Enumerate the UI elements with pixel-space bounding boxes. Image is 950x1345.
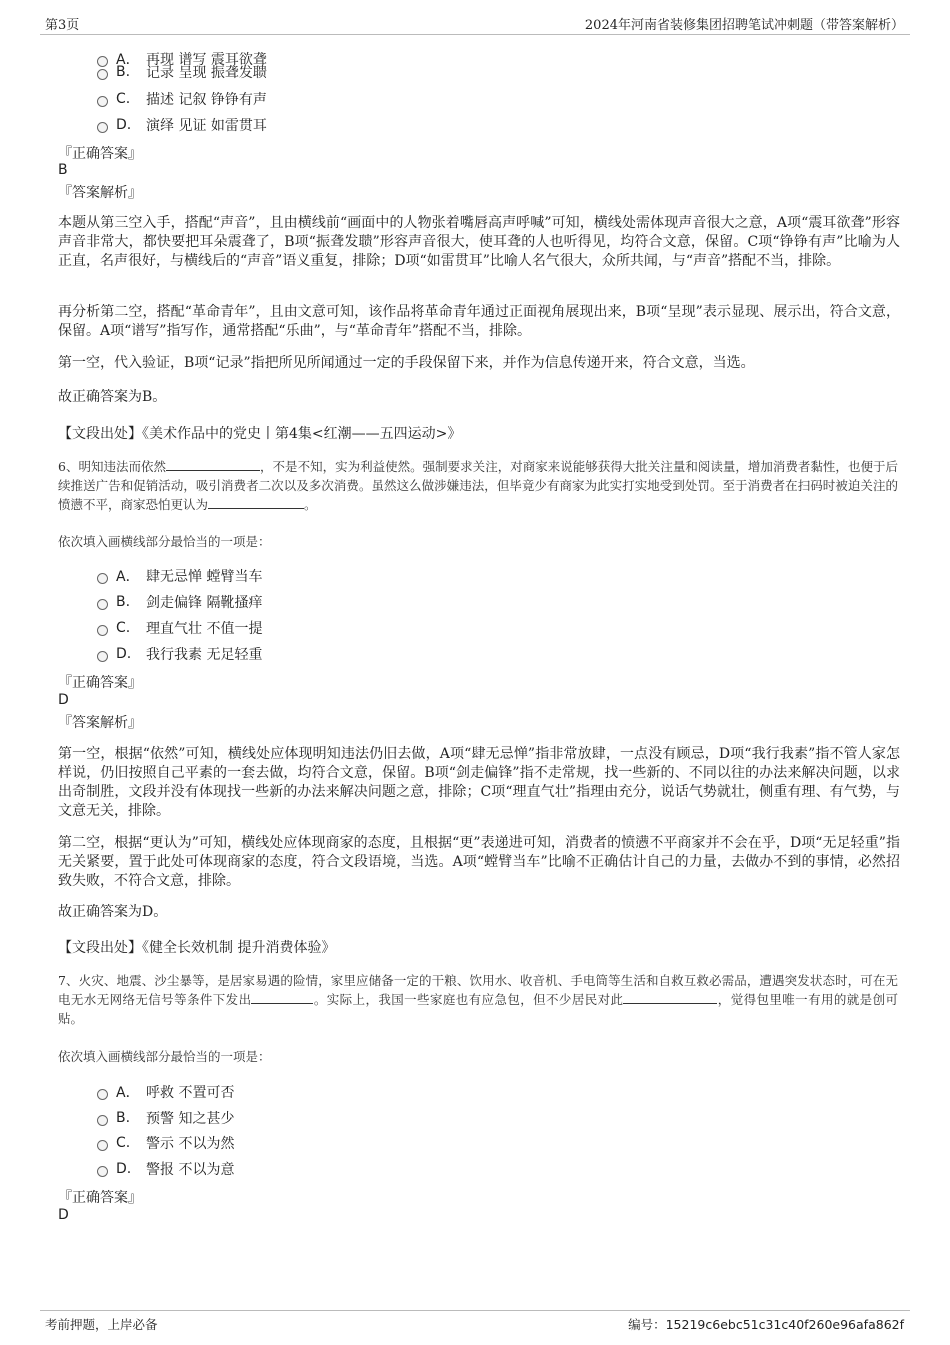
q7-question-text xyxy=(58,971,898,1028)
option-text: 演绎 见证 如雷贯耳 xyxy=(146,118,267,134)
footer-slogan: 考前押题，上岸必备 xyxy=(45,1317,158,1332)
q5-analysis-tag: 『答案解析』 xyxy=(58,185,142,201)
q5-option-b[interactable] xyxy=(97,62,267,82)
radio-icon[interactable] xyxy=(97,573,108,584)
option-text: 呼救 不置可否 xyxy=(146,1085,235,1101)
option-letter: B. xyxy=(116,1110,131,1126)
option-letter: A． xyxy=(116,52,140,68)
q5-source: 【文段出处】《美术作品中的党史丨第4集<红潮——五四运动>》 xyxy=(58,426,462,442)
q5-answer: B xyxy=(58,162,68,178)
q5-analysis-paragraph: 第一空，代入验证，B项“记录”指把所见所闻通过一定的手段保留下来，并作为信息传递开来，符合文意，当选。 xyxy=(58,355,755,371)
option-text: 理直气壮 不值一提 xyxy=(146,621,263,637)
radio-icon[interactable] xyxy=(97,96,108,107)
option-letter: C. xyxy=(116,1135,131,1151)
option-letter: D. xyxy=(116,646,132,662)
question-text-part: 7、火灾、地震、沙尘暴等，是居家易遇的险情，家里应储备一定的干粮、饮用水、收音机、手电筒等生活和自救互救必需品，遭遇突发状态时，可在无电无水无网络无信号等条件下发出 xyxy=(58,973,898,1007)
document-id-code: 15219c6ebc51c31c40f260e96afa862f xyxy=(665,1317,904,1332)
q7-option-d[interactable] xyxy=(97,1159,234,1179)
q6-analysis-paragraph: 第二空，根据“更认为”可知，横线处应体现商家的态度，且根据“更”表递进可知，消费者的愤懑不平商家并不会在乎，D项“无足轻重”指无关紧要，置于此处可体现商家的态度，符合文段语境，当选。A项“螳臂当车”比喻不正确估计自己的力量，去做办不到的事情，必然招致失败，不符合文意，排除。 xyxy=(58,835,900,889)
q5-option-d[interactable] xyxy=(97,115,267,135)
option-letter: B. xyxy=(116,594,131,610)
question-text-part: 。实际上，我国一些家庭也有应急包，但不少居民对此 xyxy=(313,992,624,1007)
document-id xyxy=(628,1315,904,1333)
option-letter: A． xyxy=(116,569,140,585)
option-letter: C. xyxy=(116,91,131,107)
q5-analysis-paragraph: 本题从第三空入手，搭配“声音”，且由横线前“画面中的人物张着嘴唇高声呼喊”可知，横线处需体现声音很大之意，A项“震耳欲聋”形容声音非常大，都快要把耳朵震聋了，B项“振聋发聩”形容声音很大，使耳聋的人也听得见，均符合文意，保留。C项“铮铮有声”比喻为人正直，名声很好，与横线后的“声音”语义重复，排除；D项“如雷贯耳”比喻人名气很大，众所共闻，与“声音”搭配不当，排除。 xyxy=(58,215,900,269)
fill-blank xyxy=(208,496,304,509)
q5-option-c[interactable] xyxy=(97,89,267,109)
radio-icon[interactable] xyxy=(97,1089,108,1100)
q6-instruction: 依次填入画横线部分最恰当的一项是： xyxy=(58,534,271,549)
option-letter: B. xyxy=(116,64,131,80)
option-letter: D. xyxy=(116,1161,132,1177)
option-letter: A． xyxy=(116,1085,140,1101)
fill-blank xyxy=(251,991,313,1004)
document-title: 2024年河南省装修集团招聘笔试冲刺题（带答案解析） xyxy=(584,18,904,33)
option-text: 预警 知之甚少 xyxy=(146,1111,235,1127)
radio-icon[interactable] xyxy=(97,69,108,80)
question-text-part: ，不是不知，实为利益使然。强制要求关注，对商家来说能够获得大批关注量和阅读量，增加消费者黏性，也便于后续推送广告和促销活动，吸引消费者二次以及多次消费。虽然这么做涉嫌违法，但毕竟少有商家为此实打实地受到处罚。至于消费者在扫码时被迫关注的愤懑不平，商家恐怕更认为 xyxy=(58,459,898,512)
option-letter: C. xyxy=(116,620,131,636)
q6-question-text xyxy=(58,457,898,514)
q6-option-d[interactable] xyxy=(97,644,262,664)
radio-icon[interactable] xyxy=(97,1140,108,1151)
option-text: 肆无忌惮 螳臂当车 xyxy=(146,569,263,585)
radio-icon[interactable] xyxy=(97,651,108,662)
option-text: 警报 不以为意 xyxy=(146,1162,235,1178)
q5-analysis-paragraph: 故正确答案为B。 xyxy=(58,389,167,405)
question-text-part: 。 xyxy=(304,497,317,512)
q5-answer-tag: 『正确答案』 xyxy=(58,146,142,162)
option-letter: D. xyxy=(116,117,132,133)
radio-icon[interactable] xyxy=(97,625,108,636)
q6-option-c[interactable] xyxy=(97,618,262,638)
option-text: 剑走偏锋 隔靴搔痒 xyxy=(146,595,263,611)
option-text: 记录 呈现 振聋发聩 xyxy=(146,65,267,81)
q7-option-b[interactable] xyxy=(97,1108,234,1128)
page-header xyxy=(40,14,910,35)
q7-answer: D xyxy=(58,1207,69,1223)
radio-icon[interactable] xyxy=(97,599,108,610)
question-text-part: 6、明知违法而依然 xyxy=(58,459,167,474)
option-text: 我行我素 无足轻重 xyxy=(146,647,263,663)
fill-blank xyxy=(166,458,260,471)
page-number: 第3页 xyxy=(45,18,80,33)
q6-option-b[interactable] xyxy=(97,592,262,612)
q6-answer-tag: 『正确答案』 xyxy=(58,675,142,691)
option-text: 再现 谱写 震耳欲聋 xyxy=(146,52,267,68)
q7-answer-tag: 『正确答案』 xyxy=(58,1190,142,1206)
q7-option-a[interactable] xyxy=(97,1082,234,1102)
q6-analysis-tag: 『答案解析』 xyxy=(58,715,142,731)
q6-analysis-paragraph: 第一空，根据“依然”可知，横线处应体现明知违法仍旧去做，A项“肆无忌惮”指非常放肆，一点没有顾忌，D项“我行我素”指不管人家怎样说，仍旧按照自己平素的一套去做，均符合文意，保留。B项“剑走偏锋”指不走常规，找一些新的、不同以往的办法来解决问题，以求出奇制胜，文段并没有体现找一些新的办法来解决问题之意，排除；C项“理直气壮”指理由充分，说话气势就壮，侧重有理、有气势，与文意无关，排除。 xyxy=(58,746,900,819)
radio-icon[interactable] xyxy=(97,1115,108,1126)
radio-icon[interactable] xyxy=(97,122,108,133)
q7-instruction: 依次填入画横线部分最恰当的一项是： xyxy=(58,1049,271,1064)
q7-option-c[interactable] xyxy=(97,1133,234,1153)
question-text-part: ，觉得包里唯一有用的就是创可贴。 xyxy=(58,992,898,1026)
q6-answer: D xyxy=(58,692,69,708)
document-id-label: 编号： xyxy=(628,1317,666,1332)
page-footer xyxy=(40,1310,910,1331)
fill-blank xyxy=(623,991,717,1004)
q6-analysis-paragraph: 故正确答案为D。 xyxy=(58,904,168,920)
q6-option-a[interactable] xyxy=(97,566,262,586)
radio-icon[interactable] xyxy=(97,1166,108,1177)
q6-source: 【文段出处】《健全长效机制 提升消费体验》 xyxy=(58,940,336,956)
option-text: 描述 记叙 铮铮有声 xyxy=(146,92,267,108)
q5-analysis-paragraph: 再分析第二空，搭配“革命青年”，且由文意可知，该作品将革命青年通过正面视角展现出来，B项“呈现”表示显现、展示出，符合文意，保留。A项“谱写”指写作，通常搭配“乐曲”，与“革命青年”搭配不当，排除。 xyxy=(58,304,900,339)
option-text: 警示 不以为然 xyxy=(146,1136,235,1152)
